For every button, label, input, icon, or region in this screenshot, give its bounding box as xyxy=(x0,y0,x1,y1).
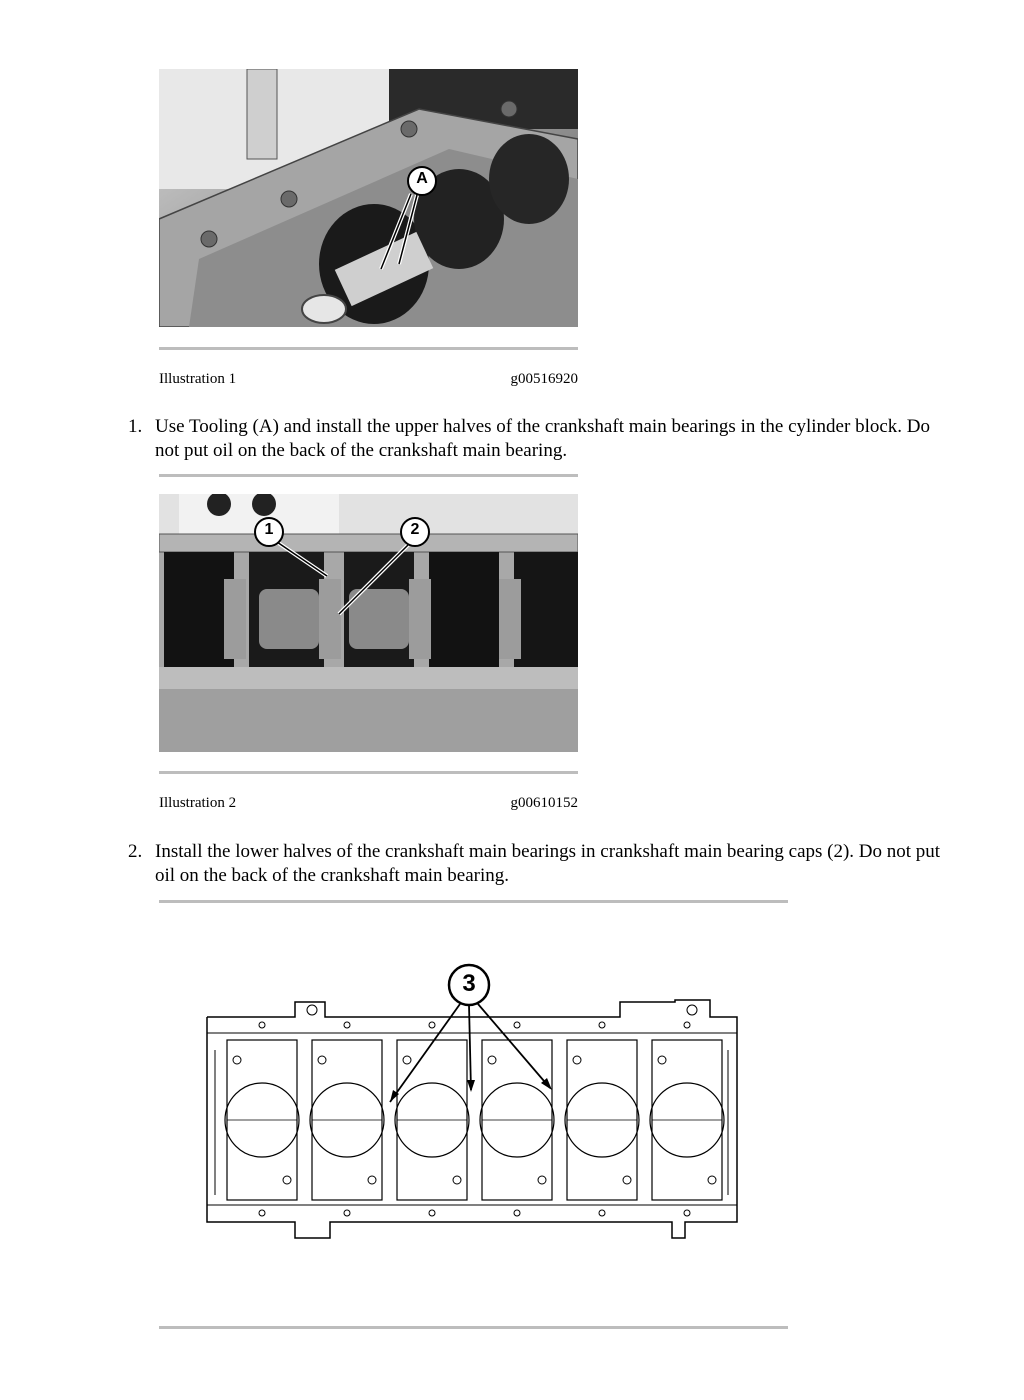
callout-2-label: 2 xyxy=(410,521,420,538)
illustration-1-caption: Illustration 1 xyxy=(159,371,237,387)
callout-a-label: A xyxy=(416,170,428,187)
step-1-rule xyxy=(159,474,578,477)
callout-3-label: 3 xyxy=(462,970,476,997)
illustration-1-rule xyxy=(159,347,578,350)
illustration-3-rule xyxy=(159,1326,788,1329)
callout-1-label: 1 xyxy=(264,521,274,538)
step-1-number: 1. xyxy=(128,416,143,437)
step-2-rule xyxy=(159,900,788,903)
illustration-2-photo xyxy=(159,494,578,752)
illustration-1-code: g00516920 xyxy=(510,371,578,387)
step-2-number: 2. xyxy=(128,841,143,862)
illustration-2-rule xyxy=(159,771,578,774)
illustration-2-caption: Illustration 2 xyxy=(159,795,237,811)
step-1 xyxy=(128,415,948,465)
step-2 xyxy=(128,840,948,890)
step-2-text: Install the lower halves of the crankshaft main bearings in crankshaft main bearing caps (2). Do not put oil on the back of the crankshaft main bearing. xyxy=(155,841,941,886)
illustration-1-photo xyxy=(159,69,578,327)
illustration-2-code: g00610152 xyxy=(510,795,578,811)
illustration-3-drawing xyxy=(200,960,745,1245)
step-1-text: Use Tooling (A) and install the upper halves of the crankshaft main bearings in the cylinder block. Do not put oil on the back of the crankshaft main bearing. xyxy=(155,416,931,461)
